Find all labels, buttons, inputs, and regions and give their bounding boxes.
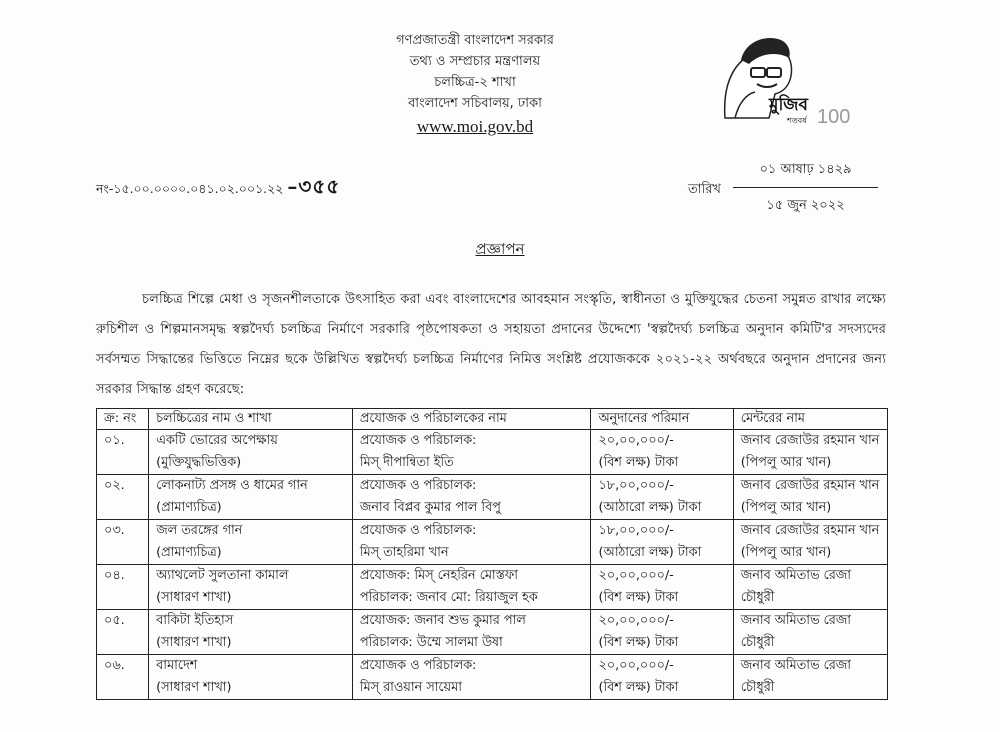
mentor-cell: [733, 610, 887, 655]
amount-value: ২০,০০,০০০/-: [598, 568, 674, 583]
serial-cell: ০৪.: [97, 565, 149, 610]
memo-handwritten-number: –৩৫৫: [287, 174, 341, 198]
header-line-ministry: তথ্য ও সম্প্রচার মন্ত্রণালয়: [409, 54, 541, 69]
header-amount: অনুদানের পরিমান: [591, 409, 733, 430]
header-film: চলচ্চিত্রের নাম ও শাখা: [149, 409, 353, 430]
header-line-branch: চলচ্চিত্র-২ শাখা: [434, 75, 516, 90]
logo-number: 100: [817, 106, 851, 125]
header-serial: ক্র: নং: [97, 409, 149, 430]
serial-cell: ০৬.: [97, 655, 149, 700]
film-branch: (সাধারণ শাখা): [156, 680, 232, 695]
amount-cell: [591, 565, 733, 610]
memo-number: [96, 172, 340, 205]
mentor-cell: [733, 565, 887, 610]
logo-main-text: মুজিব: [769, 95, 808, 115]
film-name: বামাদেশ: [156, 658, 198, 673]
producer-line-1: প্রযোজক ও পরিচালক:: [359, 658, 477, 673]
amount-words: (আঠারো লক্ষ) টাকা: [598, 500, 702, 515]
logo-sub-text: শতবর্ষ: [787, 116, 807, 125]
notification-body: চলচ্চিত্র শিল্পে মেধা ও সৃজনশীলতাকে উৎসাহিত করা এবং বাংলাদেশের আবহমান সংস্কৃতি, স্বাধীনতা ও মুক্তিযুদ্ধের চেতনা সমুন্নত রাখার লক্ষ্যে রুচিশীল ও শিল্পমানসমৃদ্ধ স্বল্পদৈর্ঘ্য চলচ্চিত্র নির্মাণে সরকারি পৃষ্ঠপোষকতা ও সহায়তা প্রদানের উদ্দেশ্যে 'স্বল্পদৈর্ঘ্য চলচ্চিত্র অনুদান কমিটি'র সদস্যদের সর্বসম্মত সিদ্ধান্তের ভিত্তিতে নিম্নের ছকে উল্লিখিত স্বল্পদৈর্ঘ্য চলচ্চিত্র নির্মাণের নিমিত্ত সংশ্লিষ্ট প্রযোজককে ২০২১-২২ অর্থবছরে অনুদান প্রদানের জন্য সরকার সিদ্ধান্ত গ্রহণ করেছে:: [96, 292, 886, 397]
amount-cell: [591, 520, 733, 565]
producer-line-2: মিস্ দীপান্বিতা ইতি: [359, 455, 454, 470]
producer-line-2: পরিচালক: উম্মে সালমা উষা: [359, 635, 503, 650]
grant-table: [96, 408, 888, 700]
film-name: লোকনাট্য প্রসঙ্গ ও ধামের গান: [156, 478, 308, 493]
amount-cell: [591, 610, 733, 655]
amount-value: ২০,০০,০০০/-: [598, 433, 674, 448]
producer-line-2: পরিচালক: জনাব মো: রিয়াজুল হক: [359, 590, 538, 605]
mujib-borsho-logo: [705, 30, 855, 125]
date-label: তারিখ: [688, 182, 721, 197]
website-link[interactable]: www.moi.gov.bd: [416, 117, 534, 136]
serial-cell: ০১.: [97, 430, 149, 475]
serial-cell: ০৩.: [97, 520, 149, 565]
amount-value: ২০,০০,০০০/-: [598, 658, 674, 673]
table-row: [97, 610, 888, 655]
date-block: [733, 160, 878, 217]
amount-value: ১৮,০০,০০০/-: [598, 478, 674, 493]
mentor-alias: (পিপলু আর খান): [740, 545, 832, 560]
mentor-name: জনাব অমিতাভ রেজা চৌধুরী: [740, 658, 851, 695]
producer-line-2: মিস্ রাওয়ান সায়েমা: [359, 680, 462, 695]
producer-cell: [352, 565, 591, 610]
mentor-cell: [733, 655, 887, 700]
film-branch: (সাধারণ শাখা): [156, 590, 232, 605]
mentor-cell: [733, 475, 887, 520]
film-name: একটি ভোরের অপেক্ষায়: [156, 433, 278, 448]
film-branch: (প্রামাণ্যচিত্র): [156, 500, 222, 515]
producer-line-1: প্রযোজক: মিস্ নেহরিন মোস্তফা: [359, 568, 518, 583]
mentor-alias: (পিপলু আর খান): [740, 455, 832, 470]
producer-line-2: মিস্ তাহরিমা খান: [359, 545, 449, 560]
mentor-alias: (পিপলু আর খান): [740, 500, 832, 515]
producer-cell: [352, 655, 591, 700]
producer-line-1: প্রযোজক ও পরিচালক:: [359, 523, 477, 538]
bangla-date: ০১ আষাঢ় ১৪২৯: [733, 160, 878, 188]
mentor-cell: [733, 520, 887, 565]
film-cell: [149, 655, 353, 700]
table-row: [97, 520, 888, 565]
serial-cell: ০২.: [97, 475, 149, 520]
notification-title: [0, 238, 1000, 263]
amount-value: ১৮,০০,০০০/-: [598, 523, 674, 538]
producer-cell: [352, 520, 591, 565]
film-cell: [149, 430, 353, 475]
mentor-name: জনাব রেজাউর রহমান খান: [740, 433, 880, 448]
film-branch: (প্রামাণ্যচিত্র): [156, 545, 222, 560]
table-row: [97, 430, 888, 475]
producer-cell: [352, 610, 591, 655]
amount-cell: [591, 430, 733, 475]
film-cell: [149, 610, 353, 655]
amount-value: ২০,০০,০০০/-: [598, 613, 674, 628]
amount-words: (বিশ লক্ষ) টাকা: [598, 455, 679, 470]
producer-line-1: প্রযোজক ও পরিচালক:: [359, 433, 477, 448]
table-header-row: [97, 409, 888, 430]
mentor-name: জনাব অমিতাভ রেজা চৌধুরী: [740, 568, 851, 605]
amount-words: (বিশ লক্ষ) টাকা: [598, 590, 679, 605]
mentor-name: জনাব রেজাউর রহমান খান: [740, 478, 880, 493]
mentor-name: জনাব অমিতাভ রেজা চৌধুরী: [740, 613, 851, 650]
amount-cell: [591, 655, 733, 700]
producer-line-1: প্রযোজক: জনাব শুভ কুমার পাল: [359, 613, 526, 628]
film-cell: [149, 565, 353, 610]
amount-cell: [591, 475, 733, 520]
notification-title-text: প্রজ্ঞাপন: [475, 240, 525, 258]
table-row: [97, 565, 888, 610]
producer-line-1: প্রযোজক ও পরিচালক:: [359, 478, 477, 493]
table-row: [97, 655, 888, 700]
mentor-name: জনাব রেজাউর রহমান খান: [740, 523, 880, 538]
amount-words: (বিশ লক্ষ) টাকা: [598, 635, 679, 650]
memo-number-text: নং-১৫.০০.০০০০.০৪১.০২.০০১.২২: [96, 181, 284, 196]
table-row: [97, 475, 888, 520]
producer-line-2: জনাব বিপ্লব কুমার পাল বিপু: [359, 500, 501, 515]
film-cell: [149, 520, 353, 565]
amount-words: (বিশ লক্ষ) টাকা: [598, 680, 679, 695]
mentor-cell: [733, 430, 887, 475]
film-name: জল তরঙ্গের গান: [156, 523, 243, 538]
film-name: বাকিটা ইতিহাস: [156, 613, 234, 628]
header-mentor: মেন্টরের নাম: [733, 409, 887, 430]
ministry-header: [340, 30, 610, 137]
header-line-secretariat: বাংলাদেশ সচিবালয়, ঢাকা: [408, 96, 542, 111]
film-branch: (সাধারণ শাখা): [156, 635, 232, 650]
producer-cell: [352, 475, 591, 520]
film-branch: (মুক্তিযুদ্ধভিত্তিক): [156, 455, 242, 470]
amount-words: (আঠারো লক্ষ) টাকা: [598, 545, 702, 560]
serial-cell: ০৫.: [97, 610, 149, 655]
english-date: ১৫ জুন ২০২২: [766, 198, 845, 213]
producer-cell: [352, 430, 591, 475]
header-producer: প্রযোজক ও পরিচালকের নাম: [352, 409, 591, 430]
film-name: অ্যাথলেট সুলতানা কামাল: [156, 568, 289, 583]
film-cell: [149, 475, 353, 520]
header-line-government: গণপ্রজাতন্ত্রী বাংলাদেশ সরকার: [396, 33, 554, 48]
